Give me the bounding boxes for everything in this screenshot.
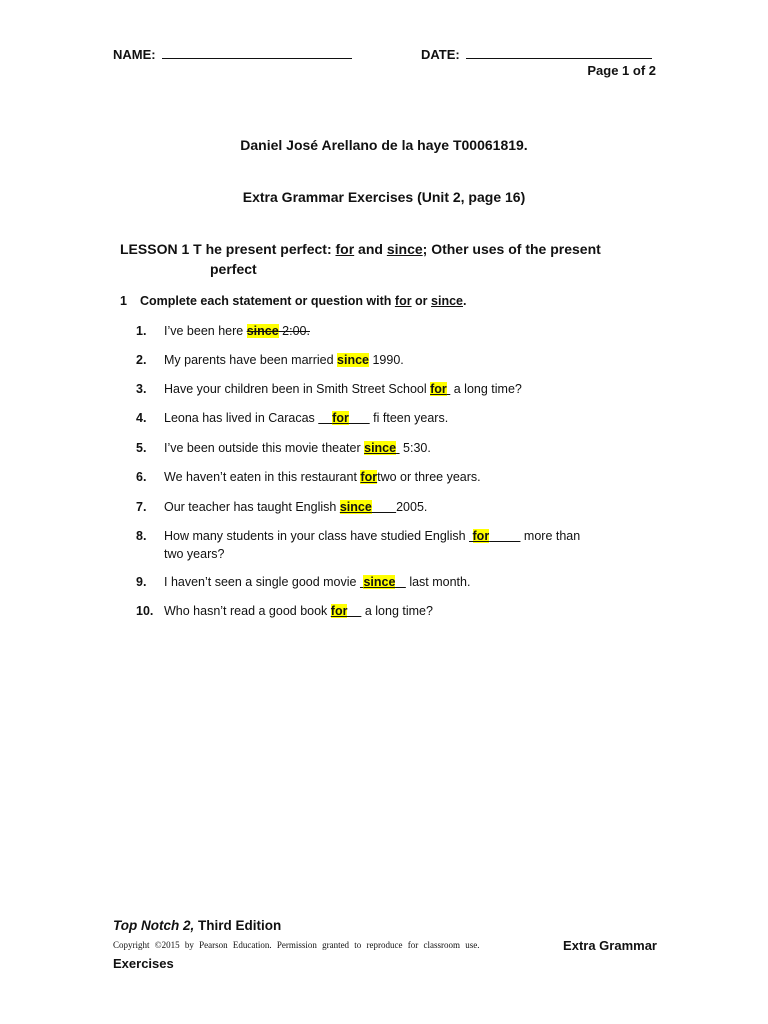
item-text bbox=[164, 527, 644, 563]
item-text bbox=[164, 498, 644, 516]
item-after: a long time? bbox=[361, 604, 433, 618]
item-number: 2. bbox=[136, 353, 147, 367]
item-after: 2005. bbox=[396, 500, 428, 514]
item-number: 3. bbox=[136, 382, 147, 396]
book-edition: Third Edition bbox=[194, 918, 282, 933]
item-number: 9. bbox=[136, 575, 147, 589]
item-after: more than bbox=[520, 529, 581, 543]
page-number: Page 1 of 2 bbox=[587, 63, 656, 78]
item-after: two or three years. bbox=[377, 470, 481, 484]
footer-book-title bbox=[113, 918, 281, 933]
date-field bbox=[421, 46, 652, 62]
instruction-keyword-for: for bbox=[394, 294, 412, 308]
item-answer: since bbox=[246, 324, 279, 338]
lesson-heading bbox=[120, 239, 660, 279]
item-after: 2:00. bbox=[278, 324, 310, 338]
item-after: 5:30. bbox=[399, 441, 431, 455]
item-after: last month. bbox=[405, 575, 471, 589]
footer-copyright-row bbox=[113, 938, 657, 956]
instruction-or: or bbox=[411, 294, 432, 308]
instruction-number: 1 bbox=[120, 294, 127, 308]
item-before: I’ve been here bbox=[164, 324, 247, 338]
lesson-keyword-since: since bbox=[386, 241, 423, 257]
copyright-text: Copyright ©2015 by Pearson Education. Permission granted to reproduce for classroom use. bbox=[113, 940, 480, 950]
item-text bbox=[164, 468, 644, 486]
item-number: 8. bbox=[136, 529, 147, 543]
item-answer: since bbox=[339, 500, 372, 514]
lesson-prefix: LESSON 1 T he present perfect: bbox=[120, 241, 336, 257]
instruction-keyword-since: since bbox=[431, 294, 463, 308]
item-answer: since bbox=[363, 575, 396, 589]
lesson-rest: ; Other uses of the present bbox=[422, 241, 601, 257]
item-number: 4. bbox=[136, 411, 147, 425]
item-text bbox=[164, 380, 644, 398]
lesson-and: and bbox=[354, 241, 387, 257]
item-text bbox=[164, 439, 644, 457]
item-before: Who hasn’t read a good book bbox=[164, 604, 331, 618]
header-row bbox=[113, 46, 658, 66]
item-after: fi fteen years. bbox=[369, 411, 449, 425]
item-before: I haven’t seen a single good movie bbox=[164, 575, 360, 589]
item-before: We haven’t eaten in this restaurant bbox=[164, 470, 361, 484]
item-text bbox=[164, 602, 644, 620]
item-number: 7. bbox=[136, 500, 147, 514]
footer-exercises: Exercises bbox=[113, 956, 174, 971]
item-before: Leona has lived in Caracas bbox=[164, 411, 319, 425]
instruction-end: . bbox=[463, 294, 467, 308]
book-title: Top Notch 2, bbox=[113, 918, 195, 933]
author-line: Daniel José Arellano de la haye T00061819. bbox=[240, 137, 528, 153]
item-after: 1990. bbox=[368, 353, 404, 367]
item-answer: for bbox=[472, 529, 490, 543]
item-answer: since bbox=[364, 441, 397, 455]
document-title: Extra Grammar Exercises (Unit 2, page 16) bbox=[242, 189, 526, 205]
date-label: DATE: bbox=[421, 47, 460, 62]
item-answer: for bbox=[330, 604, 348, 618]
item-number: 6. bbox=[136, 470, 147, 484]
item-after: a long time? bbox=[450, 382, 522, 396]
item-number: 5. bbox=[136, 441, 147, 455]
item-answer: since bbox=[337, 353, 369, 367]
item-before: Have your children been in Smith Street School bbox=[164, 382, 431, 396]
exercise-instruction bbox=[120, 294, 680, 308]
name-label: NAME: bbox=[113, 47, 156, 62]
name-field bbox=[113, 46, 352, 62]
item-number: 1. bbox=[136, 324, 147, 338]
instruction-text: Complete each statement or question with bbox=[140, 294, 395, 308]
item-text bbox=[164, 351, 644, 369]
item-answer: for bbox=[430, 382, 447, 396]
item-text bbox=[164, 322, 644, 340]
item-before: I’ve been outside this movie theater bbox=[164, 441, 365, 455]
item-answer: for bbox=[360, 470, 378, 484]
item-answer: for bbox=[332, 411, 349, 425]
item-before: How many students in your class have studied English bbox=[164, 529, 470, 543]
lesson-line2: perfect bbox=[210, 261, 257, 277]
date-blank-line bbox=[466, 46, 652, 59]
name-blank-line bbox=[162, 46, 352, 59]
item-before: Our teacher has taught English bbox=[164, 500, 340, 514]
item-line2: two years? bbox=[164, 547, 225, 561]
footer-extra-grammar: Extra Grammar bbox=[563, 938, 657, 953]
lesson-keyword-for: for bbox=[335, 241, 355, 257]
item-text bbox=[164, 409, 644, 427]
item-number: 10. bbox=[136, 604, 154, 618]
item-text bbox=[164, 573, 644, 591]
item-before: My parents have been married bbox=[164, 353, 338, 367]
